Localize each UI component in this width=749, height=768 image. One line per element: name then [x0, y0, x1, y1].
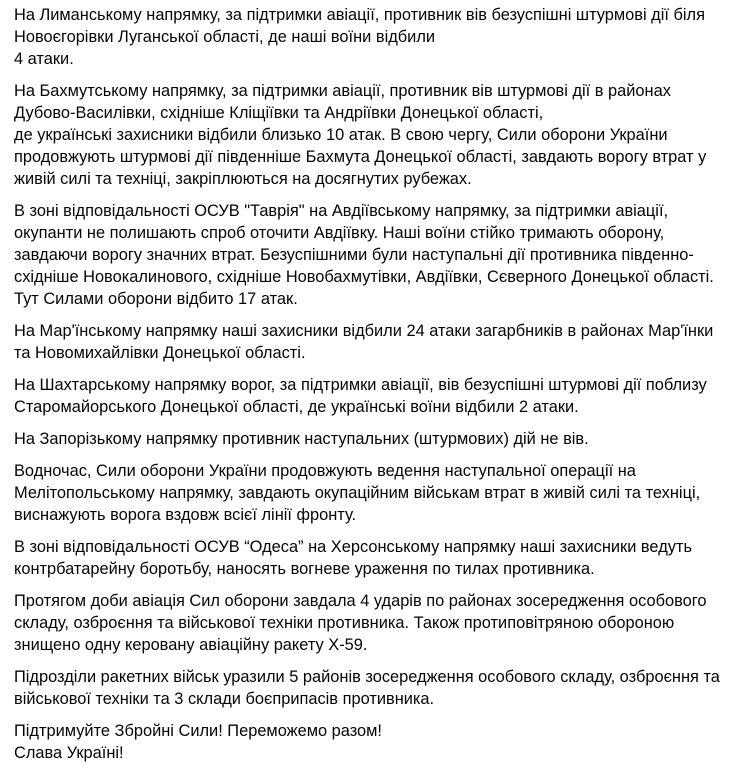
text-line: окупанти не полишають спроб оточити Авдіївку. Наші воїни стійко тримають оборону,	[14, 224, 665, 242]
text-line: Підрозділи ракетних військ уразили 5 районів зосередження особового складу, озброєння та	[14, 668, 720, 686]
text-line: Протягом доби авіація Сил оборони завдала 4 ударів по районах зосередження особового	[14, 592, 707, 610]
text-line: та Новомихайлівки Донецької області.	[14, 344, 306, 362]
paragraph-shakhtarsk	[14, 374, 737, 418]
paragraph-kherson	[14, 536, 737, 580]
text-line: На Мар'їнському напрямку наші захисники відбили 24 атаки загарбників в районах Мар'їнки	[14, 322, 714, 340]
text-line: Старомайорського Донецької області, де українські воїни відбили 2 атаки.	[14, 398, 579, 416]
text-line: Тут Силами оборони відбито 17 атак.	[14, 290, 298, 308]
text-line: Мелітопольському напрямку, завдають окупаційним військам втрат в живій силі та техніці,	[14, 484, 701, 502]
text-line: Слава Україні!	[14, 744, 124, 762]
text-line: живій силі та техніці, закріплюються на досягнутих рубежах.	[14, 170, 472, 188]
text-line: На Запорізькому напрямку противник наступальних (штурмових) дій не вів.	[14, 430, 589, 448]
text-line: На Шахтарському напрямку ворог, за підтримки авіації, вів безуспішні штурмові дії поблизу	[14, 376, 707, 394]
text-line: В зоні відповідальності ОСУВ “Одеса” на Херсонському напрямку наші захисники ведуть	[14, 538, 692, 556]
paragraph-aviation	[14, 590, 737, 656]
text-line: контрбатарейну боротьбу, наносять вогневе ураження по тилах противника.	[14, 560, 595, 578]
paragraph-melitopol	[14, 460, 737, 526]
text-line: виснажують ворога вздовж всієї лінії фронту.	[14, 506, 357, 524]
text-line: В зоні відповідальності ОСУВ "Таврія" на Авдіївському напрямку, за підтримки авіації,	[14, 202, 669, 220]
text-line: На Лиманському напрямку, за підтримки авіації, противник вів безуспішні штурмові дії біля	[14, 6, 705, 24]
text-line: східніше Новокалинового, східніше Новобахмутівки, Авдіївки, Сєверного Донецької області.	[14, 268, 714, 286]
text-line: де українські захисники відбили близько 10 атак. В свою чергу, Сили оборони України	[14, 126, 668, 144]
paragraph-lyman	[14, 4, 737, 70]
paragraph-missile-troops	[14, 666, 737, 710]
paragraph-closing	[14, 720, 737, 764]
paragraph-marinka	[14, 320, 737, 364]
text-line: продовжують штурмові дії південніше Бахмута Донецької області, завдають ворогу втрат у	[14, 148, 707, 166]
text-line: Дубово-Василівки, східніше Кліщіївки та Андріївки Донецької області,	[14, 104, 544, 122]
text-line: завдаючи ворогу значних втрат. Безуспішними були наступальні дії противника південно-	[14, 246, 694, 264]
text-line: Новоєгорівки Луганської області, де наші воїни відбили	[14, 28, 436, 46]
text-line: На Бахмутському напрямку, за підтримки авіації, противник вів штурмові дії в районах	[14, 82, 671, 100]
text-line: 4 атаки.	[14, 50, 74, 68]
text-line: військової техніки та 3 склади боєприпасів противника.	[14, 690, 435, 708]
paragraph-zaporizhzhia	[14, 428, 737, 450]
paragraph-bakhmut	[14, 80, 737, 190]
text-line: Водночас, Сили оборони України продовжують ведення наступальної операції на	[14, 462, 636, 480]
text-line: Підтримуйте Збройні Сили! Переможемо разом!	[14, 722, 382, 740]
paragraph-avdiivka	[14, 200, 737, 310]
text-line: знищено одну керовану авіаційну ракету Х-59.	[14, 636, 368, 654]
text-line: складу, озброєння та військової техніки противника. Також протиповітряною обороною	[14, 614, 675, 632]
